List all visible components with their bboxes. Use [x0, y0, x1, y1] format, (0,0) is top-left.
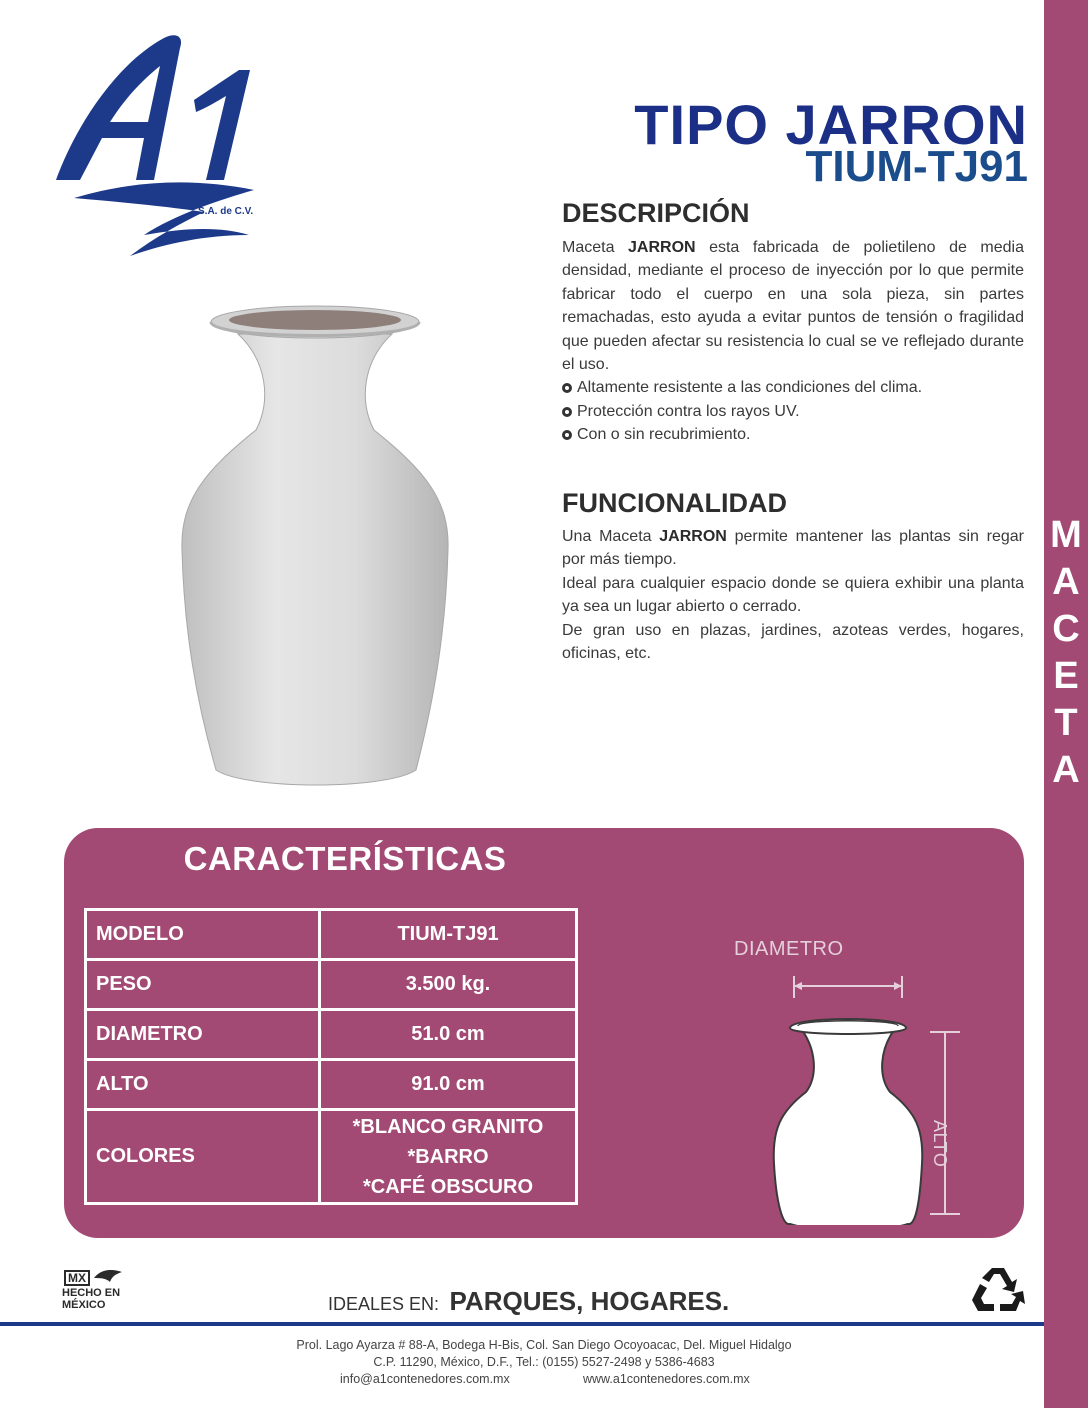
side-band: [1044, 0, 1088, 1408]
made-in-line: HECHO EN: [62, 1287, 121, 1299]
bullet-icon: [562, 407, 572, 417]
a1-logo-icon: [44, 30, 274, 265]
color-option: *BARRO: [407, 1145, 489, 1168]
spec-label: ALTO: [86, 1060, 320, 1110]
ideal-for-label: IDEALES EN:: [328, 1294, 440, 1314]
bullet-icon: [562, 383, 572, 393]
bullet-text: Protección contra los rayos UV.: [577, 402, 800, 420]
footer-divider: [0, 1322, 1044, 1326]
side-letter: M: [1050, 514, 1082, 556]
ideal-for-value: PARQUES, HOGARES.: [449, 1286, 730, 1316]
address-line: C.P. 11290, México, D.F., Tel.: (0155) 5527-2498 y 5386-4683: [373, 1355, 715, 1369]
address-line: Prol. Lago Ayarza # 88-A, Bodega H-Bis, Col. San Diego Ocoyoacac, Del. Miguel Hidalgo: [296, 1338, 792, 1352]
eagle-icon: [92, 1268, 124, 1284]
recycle-symbol: [970, 1264, 1026, 1314]
side-letter: E: [1053, 655, 1079, 697]
text-run: esta fabricada de polietileno de media densidad, mediante el proceso de inyección por lo que permite fabricar todo el cuerpo en una sola pieza, sin partes remachadas, esto ayuda a evitar puntos de tensión o fragilidad que pueden afectar su resistencia lo cual se ve reflejado durante el uso.: [562, 239, 1024, 374]
height-label: ALTO: [930, 1120, 950, 1168]
model-code: TIUM-TJ91: [805, 142, 1028, 191]
bullet-text: Con o sin recubrimiento.: [577, 426, 751, 444]
mx-badge: MX: [64, 1270, 90, 1286]
ideal-for: [328, 1286, 729, 1317]
functionality-paragraph: De gran uso en plazas, jardines, azoteas verdes, hogares, oficinas, etc.: [562, 621, 1024, 663]
product-name: JARRON: [659, 528, 727, 545]
description-body: [562, 236, 1024, 447]
characteristics-panel: [64, 828, 1024, 1238]
bullet-icon: [562, 430, 572, 440]
text-run: Una Maceta: [562, 528, 660, 545]
text-run: permite mantener las plantas sin regar por más tiempo.: [562, 528, 1024, 569]
spec-value: [320, 1110, 577, 1204]
side-letter: T: [1054, 702, 1078, 744]
made-in-mexico-badge: [60, 1266, 130, 1316]
spec-value: 91.0 cm: [320, 1060, 577, 1110]
feature-bullet: [562, 423, 1024, 446]
color-option: *CAFÉ OBSCURO: [362, 1175, 533, 1198]
website-link[interactable]: www.a1contenedores.com.mx: [583, 1372, 750, 1386]
company-logo: [44, 30, 274, 265]
table-row: [86, 1110, 577, 1204]
email-link[interactable]: info@a1contenedores.com.mx: [340, 1372, 510, 1386]
table-row: [86, 960, 577, 1010]
spec-label: MODELO: [86, 910, 320, 960]
logo-subtitle: S.A. de C.V.: [198, 206, 254, 217]
made-in-line: MÉXICO: [62, 1299, 106, 1311]
spec-value: 51.0 cm: [320, 1010, 577, 1060]
text-run: Maceta: [562, 239, 628, 256]
table-row: [86, 1060, 577, 1110]
functionality-heading: FUNCIONALIDAD: [562, 488, 787, 518]
diameter-label: DIAMETRO: [734, 938, 844, 960]
feature-bullet: [562, 376, 1024, 399]
vase-image: [176, 300, 454, 800]
table-row: [86, 1010, 577, 1060]
characteristics-title: CARACTERÍSTICAS: [183, 840, 507, 877]
functionality-paragraph: [562, 525, 1024, 572]
recycle-icon: [970, 1264, 1026, 1314]
side-band-label: [1044, 512, 1088, 794]
functionality-paragraph: Ideal para cualquier espacio donde se quiera exhibir una planta ya sea un lugar abierto o cerrado.: [562, 574, 1024, 616]
spec-value: TIUM-TJ91: [320, 910, 577, 960]
spec-value: 3.500 kg.: [320, 960, 577, 1010]
functionality-body: [562, 525, 1024, 665]
table-row: [86, 910, 577, 960]
description-heading: DESCRIPCIÓN: [562, 198, 750, 228]
vase-outline-icon: [694, 880, 994, 1225]
color-option: *BLANCO GRANITO: [352, 1115, 544, 1138]
spec-label: DIAMETRO: [86, 1010, 320, 1060]
spec-label: PESO: [86, 960, 320, 1010]
side-letter: A: [1052, 749, 1080, 791]
product-photo: [176, 300, 454, 800]
side-letter: C: [1052, 608, 1080, 650]
bullet-text: Altamente resistente a las condiciones del clima.: [577, 379, 923, 397]
specs-table: [84, 908, 578, 1205]
product-name: JARRON: [628, 239, 696, 256]
spec-label: COLORES: [86, 1110, 320, 1204]
description-paragraph: [562, 236, 1024, 376]
side-letter: A: [1052, 561, 1080, 603]
dimension-diagram: [694, 880, 994, 1225]
feature-bullet: [562, 400, 1024, 423]
page-title: TIPO JARRON: [634, 93, 1028, 156]
